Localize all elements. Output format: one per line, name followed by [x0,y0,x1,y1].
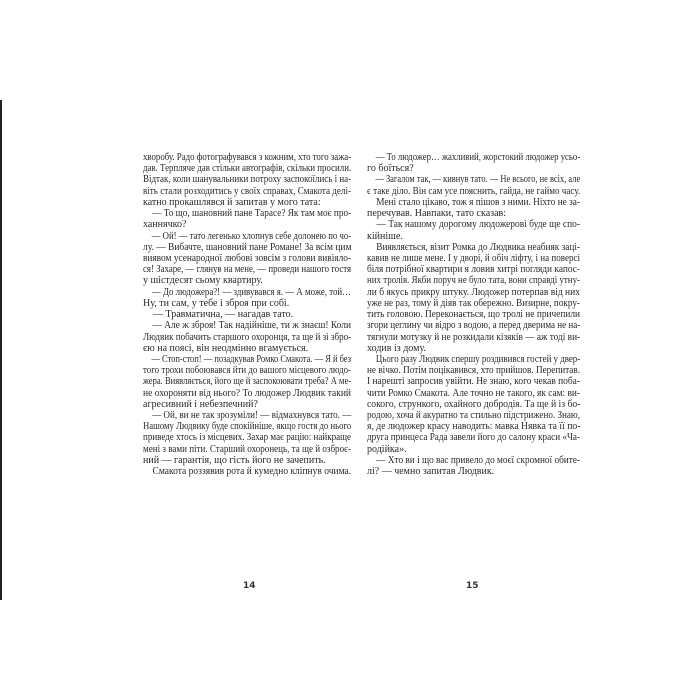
text-line: — То що, шановний пане Тарасе? Як там моє про- [152,208,352,220]
text-line: приведе хтось із місцевих. Захар має рацію: найкраще [143,432,351,444]
text-line: тягнули мотузку й не розкидали кізяків — аж тоді ви- [367,331,581,343]
text-line: не охороняти від нього? То людожер Людвик такий [143,387,351,399]
text-line: того трохи побоювався йти до вашого місцевого людо- [143,365,351,377]
text-line: чити Ромко Смакота. Але точно не такого, як сам: ви- [367,387,580,399]
text-line: ся! Захаре, — глянув на мене, — проведи нашого гостя [143,264,352,276]
text-line: у шістдесят сьому квартиру. [143,275,263,287]
right-page-text [367,152,580,477]
text-line: ханнячко? [143,219,187,231]
text-line: — Хто ви і що вас привело до моєї скромної обите- [376,454,580,466]
page-number-left: 14 [243,581,256,591]
text-line: не вічко. Потім поцікавився, хто прийшов. Перепитав. [367,365,580,377]
text-line: хворобу. Радо фотографувався з кожним, хто того зажа- [143,152,352,163]
text-line: ний — гарантія, що гість його не зачепить. [143,454,326,466]
text-line: виявом усенародної любові зовсім з голови вивіяло- [143,252,351,264]
left-page-text [143,152,351,477]
text-line: я, де людожер красу наводить: мавка Нявка та її по- [367,421,581,433]
text-line: ли б якусь прикру штуку. Людожер потерпав від них [367,286,580,298]
text-line: дав. Терпляче дав стільки автографів, скільки просили. [143,163,352,175]
text-line: — Ой, ви не так зрозуміли! — відмахнувся тато. — [152,410,352,422]
text-line: — Але ж зброя! Так надійніше, ти ж знаєш! Коли [152,320,351,332]
text-line: уже не раз, тому й діяв так обережно. Визирне, покру- [367,297,580,309]
text-line: кійніше. [367,230,403,242]
text-line: агресивний і небезпечний? [143,398,258,410]
text-line: сокого, стрункого, охайного добродія. Та ще й із бо- [367,398,581,410]
text-line: Ну, ти сам, у тебе і зброя при собі. [143,297,290,309]
text-line: — Загалом так, — кивнув тато. — Не всього, не всіх, але [375,174,581,186]
text-line: Смакота роззявив рота й кумедно кліпнув очима. [152,466,352,478]
text-line: лу. — Вибачте, шановний пане Романе! За всім цим [143,241,352,253]
text-line: згори цеглину чи відро з водою, а перед дверима не на- [367,320,581,332]
text-line: — Так нашому дорогому людожерові буде ще спо- [376,219,580,231]
text-line: віть стали розходитись у своїх справах, Смакота делі- [143,185,351,197]
text-line: Відтак, коли шанувальники потроху заспокоїлись і на- [143,174,352,186]
text-line: — Стоп-стоп! — позадкував Ромко Смакота. — Я й без [151,353,351,365]
text-line: перечував. Навпаки, тато сказав: [367,208,507,220]
text-line: жера. Виявляється, його ще й заспокоювати треба? А ме- [143,376,352,388]
text-line: родою, хоча й акуратно та стильно підстрижено. Знаю, [367,410,580,422]
text-line: мені з вами піти. Старший охоронець, та ще й озброє- [143,443,351,455]
text-line: ходив із дому. [367,342,426,354]
text-line: — Травматична, — нагадав тато. [153,309,294,321]
text-line: Нашому Людвику буде спокійніше, якщо гостя до нього [143,421,352,433]
text-line: — Ой! — тато легенько хлопнув себе долонею по чо- [151,230,352,242]
text-line: Цього разу Людвик спершу роздивився гостей у двер- [375,353,581,365]
text-line: друга принцеса Рада завели його до салону краси «Ча- [367,432,581,444]
text-line: тить головою. Переконається, що тролі не причепили [367,309,580,321]
text-line: родійка». [367,443,407,455]
text-line: Виявляється, візит Ромка до Людвика неабияк заці- [376,241,580,253]
text-line: І нарешті запросив увійти. Не знаю, кого чекав поба- [367,376,580,388]
text-line: лі? — чемно запитав Людвик. [367,466,495,478]
text-line: кавив не лише мене. І у дворі, й обіч ліфту, і на поверсі [367,252,581,264]
text-line: них тролів. Якби поруч не було тата, вони справді утну- [367,275,580,287]
text-line: єю на поясі, він неодмінно вгамується. [143,342,309,354]
text-line: катно прокашлявся й запитав у мого тата: [143,196,321,208]
text-line: го боїться? [367,163,414,175]
text-line: біля потрібної квартири я ловив хитрі погляди капос- [367,264,580,276]
text-line: є таке діло. Він сам усе пояснить, гайда, не гаймо часу. [367,185,581,197]
text-line: Мені стало цікаво, тож я пішов з ними. Ніхто не за- [376,196,580,208]
page-edge-line [0,100,2,600]
text-line: — До людожера?! — здивувався я. — А може, той… [151,286,351,298]
text-line: — То людожер… жахливий, жорстокий людожер усьо- [375,152,581,163]
text-line: Людвик побачить старшого охоронця, та ще й зі збро- [143,331,352,343]
page-number-right: 15 [466,581,479,591]
